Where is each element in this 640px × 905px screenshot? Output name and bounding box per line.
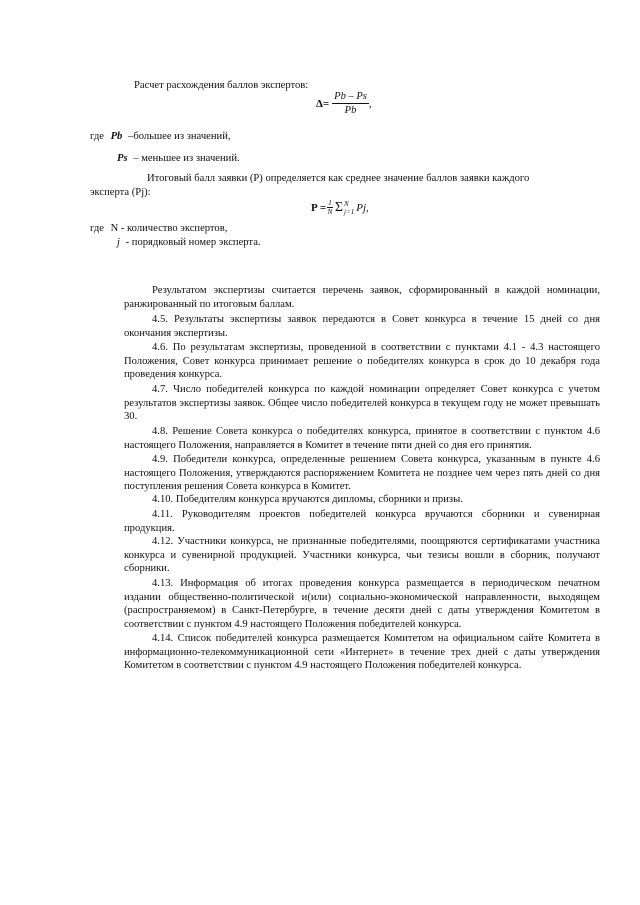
paragraph-4-5: 4.5. Результаты экспертизы заявок передаются в Совет конкурса в течение 15 дней со дня окончания экспертизы. (124, 314, 600, 339)
final-score-line-2: эксперта (Pj): (90, 187, 151, 198)
formula2-frac-den: N (327, 207, 333, 216)
where-text-2: – меньшее из значений. (133, 153, 240, 164)
paragraph-4-8: 4.8. Решение Совета конкурса о победителях конкурса, принятое в соответствии с пунктом 4.6 настоящего Положения, направляется в Комитет в течение пяти дней со дня его принятия. (124, 426, 600, 451)
var-ps: Ps (117, 153, 128, 164)
formula2-upper: N (344, 199, 349, 208)
paragraph-4-7: 4.7. Число победителей конкурса по каждой номинации определяет Совет конкурса с учетом результатов экспертизы заявок. Общее число победителей конкурса в текущем году не может превышать 30. (124, 384, 600, 423)
paragraph-4-9: 4.9. Победители конкурса, определенные решением Совета конкурса, указанным в пункте 4.6 настоящего Положения, утверждаются распоряжением Комитета не позднее чем через пять дней со дня поступления решения Совета конкурса в Комитет. (124, 454, 600, 493)
formula2-lhs: P = (311, 201, 327, 214)
paragraph-4-11: 4.11. Руководителям проектов победителей конкурса вручаются сборники и сувенирная продукция. (124, 509, 600, 534)
where4-text: - порядковый номер эксперта. (125, 237, 261, 248)
where-line-3 (90, 222, 227, 235)
where-prefix: где (90, 131, 104, 142)
paragraph-4-12: 4.12. Участники конкурса, не признанные победителями, поощряются сертификатами участника конкурса и сувенирной продукцией. Участники конкурса, чьи тезисы вошли в сборник, получают сборники. (124, 536, 600, 575)
formula-denominator: Pb (344, 105, 357, 116)
paragraph-4-10: 4.10. Победителям конкурса вручаются дипломы, сборники и призы. (152, 494, 463, 505)
var-j: j (117, 237, 120, 248)
formula2-term: Pj (356, 201, 366, 214)
paragraph-4-14: 4.14. Список победителей конкурса размещается Комитетом на официальном сайте Комитета в информационно-телекоммуникационной сети «Интернет» в течение трех дней с даты утверждения Комитетом в соответствии с пунктом 4.9 настоящего Положения победителей конкурса. (124, 633, 600, 672)
formula-divergence (316, 91, 372, 116)
where-line-1 (90, 130, 231, 143)
formula2-lower: j=1 (344, 207, 355, 216)
formula2-fraction (327, 199, 333, 216)
where3-text: N - количество экспертов, (110, 223, 228, 234)
formula2-sigma: Σ (334, 199, 344, 215)
paragraph-result: Результатом экспертизы считается перечень заявок, сформированный в каждой номинации, ранжированный по итоговым баллам. (124, 285, 600, 310)
where3-prefix: где (90, 223, 104, 234)
paragraph-4-6: 4.6. По результатам экспертизы, проведенной в соответствии с пунктами 4.1 - 4.3 настоящего Положения, Совет конкурса принимает решение о победителях конкурса в срок до 10 декабря года проведения конкурса. (124, 342, 600, 381)
formula-lhs: Δ= (316, 97, 330, 110)
where-text-1: –большее из значений, (128, 131, 231, 142)
formula2-frac-num: 1 (328, 198, 332, 207)
calc-title: Расчет расхождения баллов экспертов: (134, 80, 309, 91)
formula-average (311, 199, 369, 216)
where-line-4 (117, 236, 261, 249)
formula2-limits (344, 200, 354, 216)
formula2-tail: , (366, 201, 369, 214)
where-line-2 (117, 152, 240, 165)
formula-numerator: Pb – Ps (334, 91, 367, 102)
var-pb: Pb (110, 131, 123, 142)
formula-tail: , (368, 97, 372, 110)
formula-fraction (332, 91, 369, 116)
paragraph-4-13: 4.13. Информация об итогах проведения конкурса размещается в периодическом печатном издании общественно-политической и(или) социально-экономической направленности, выходящем (распространяемом) в Санкт-Петербурге, в течение десяти дней с даты утверждения Комитетом в соответствии с пунктом 4.9 настоящего Положения победителей конкурса. (124, 578, 600, 630)
final-score-line-1: Итоговый балл заявки (P) определяется как среднее значение баллов заявки каждого (147, 173, 530, 184)
